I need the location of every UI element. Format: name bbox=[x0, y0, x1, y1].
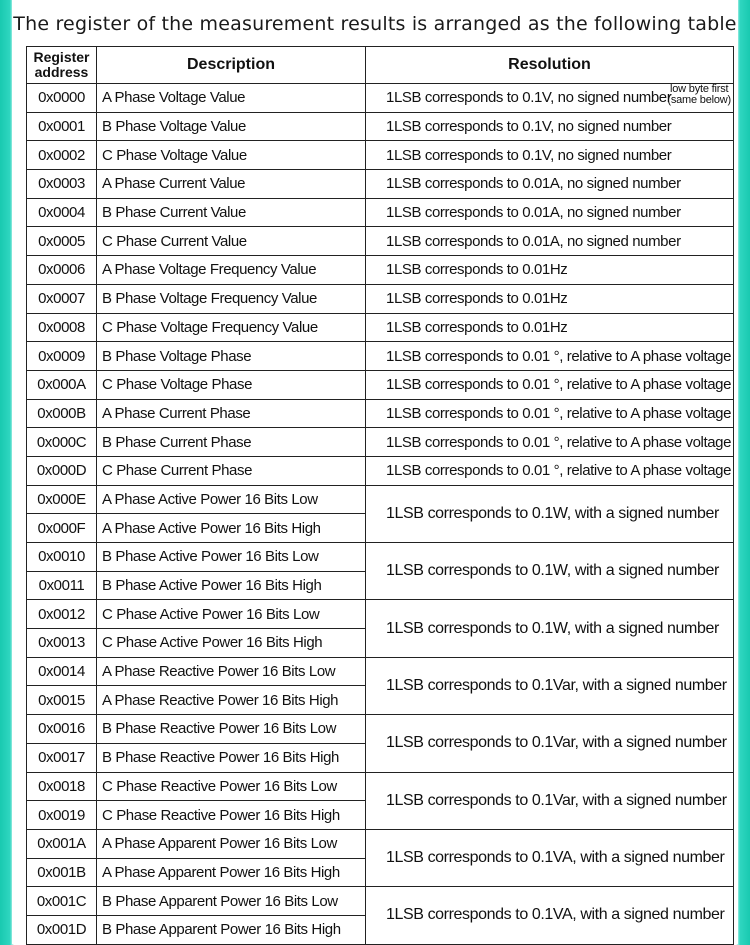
resolution-text: 1LSB corresponds to 0.01 °, relative to A phase voltage bbox=[386, 462, 732, 480]
description-cell: C Phase Reactive Power 16 Bits High bbox=[97, 801, 366, 830]
table-row bbox=[27, 256, 734, 285]
description-cell: C Phase Voltage Value bbox=[97, 141, 366, 170]
resolution-cell bbox=[366, 399, 734, 428]
table-row bbox=[27, 342, 734, 371]
register-address-cell: 0x000A bbox=[27, 370, 97, 399]
description-cell: A Phase Reactive Power 16 Bits High bbox=[97, 686, 366, 715]
description-cell: C Phase Active Power 16 Bits High bbox=[97, 629, 366, 658]
description-cell: B Phase Active Power 16 Bits Low bbox=[97, 543, 366, 572]
table-row bbox=[27, 399, 734, 428]
resolution-text: 1LSB corresponds to 0.01 °, relative to A phase voltage bbox=[386, 433, 732, 451]
resolution-text: 1LSB corresponds to 0.01 °, relative to A phase voltage bbox=[386, 347, 732, 365]
resolution-text: 1LSB corresponds to 0.01A, no signed number bbox=[386, 204, 681, 222]
table-row bbox=[27, 543, 734, 572]
description-cell: C Phase Current Value bbox=[97, 227, 366, 256]
register-address-cell: 0x0015 bbox=[27, 686, 97, 715]
document-page bbox=[12, 0, 738, 944]
table-row bbox=[27, 313, 734, 342]
resolution-cell bbox=[366, 141, 734, 170]
description-cell: A Phase Apparent Power 16 Bits High bbox=[97, 858, 366, 887]
description-cell: B Phase Apparent Power 16 Bits Low bbox=[97, 887, 366, 916]
description-cell: B Phase Reactive Power 16 Bits Low bbox=[97, 715, 366, 744]
table-row bbox=[27, 84, 734, 113]
table-row bbox=[27, 657, 734, 686]
table-row bbox=[27, 227, 734, 256]
table-row bbox=[27, 370, 734, 399]
table-row bbox=[27, 284, 734, 313]
description-cell: B Phase Current Value bbox=[97, 198, 366, 227]
header-address-line2: address bbox=[34, 64, 89, 80]
table-row bbox=[27, 485, 734, 514]
description-cell: A Phase Reactive Power 16 Bits Low bbox=[97, 657, 366, 686]
resolution-cell-merged: 1LSB corresponds to 0.1W, with a signed number bbox=[366, 543, 734, 600]
resolution-cell bbox=[366, 256, 734, 285]
resolution-cell-merged: 1LSB corresponds to 0.1VA, with a signed number bbox=[366, 829, 734, 886]
resolution-cell-merged: 1LSB corresponds to 0.1Var, with a signed number bbox=[366, 657, 734, 714]
register-address-cell: 0x0012 bbox=[27, 600, 97, 629]
table-row bbox=[27, 428, 734, 457]
resolution-text: 1LSB corresponds to 0.01 °, relative to A phase voltage bbox=[386, 404, 732, 422]
resolution-text: 1LSB corresponds to 0.01A, no signed number bbox=[386, 232, 681, 250]
register-address-cell: 0x0008 bbox=[27, 313, 97, 342]
resolution-cell-merged: 1LSB corresponds to 0.1VA, with a signed number bbox=[366, 887, 734, 944]
header-description: Description bbox=[97, 47, 366, 84]
description-cell: A Phase Active Power 16 Bits High bbox=[97, 514, 366, 543]
table-row bbox=[27, 141, 734, 170]
resolution-text: 1LSB corresponds to 0.1V, no signed number bbox=[386, 118, 672, 136]
register-address-cell: 0x0014 bbox=[27, 657, 97, 686]
table-row bbox=[27, 887, 734, 916]
register-address-cell: 0x0010 bbox=[27, 543, 97, 572]
register-address-cell: 0x0007 bbox=[27, 284, 97, 313]
resolution-cell bbox=[366, 112, 734, 141]
byte-order-note bbox=[667, 84, 731, 106]
resolution-cell bbox=[366, 170, 734, 199]
resolution-cell bbox=[366, 198, 734, 227]
resolution-cell bbox=[366, 456, 734, 485]
description-cell: A Phase Current Phase bbox=[97, 399, 366, 428]
register-address-cell: 0x0005 bbox=[27, 227, 97, 256]
header-resolution: Resolution bbox=[366, 47, 734, 84]
resolution-cell bbox=[366, 342, 734, 371]
resolution-cell bbox=[366, 428, 734, 457]
description-cell: B Phase Apparent Power 16 Bits High bbox=[97, 915, 366, 944]
byte-order-note-line2: (same below) bbox=[667, 94, 731, 106]
resolution-cell-merged: 1LSB corresponds to 0.1W, with a signed number bbox=[366, 485, 734, 542]
table-row bbox=[27, 772, 734, 801]
register-address-cell: 0x000C bbox=[27, 428, 97, 457]
register-address-cell: 0x001A bbox=[27, 829, 97, 858]
register-address-cell: 0x0006 bbox=[27, 256, 97, 285]
resolution-text: 1LSB corresponds to 0.01Hz bbox=[386, 261, 568, 279]
register-address-cell: 0x0000 bbox=[27, 84, 97, 113]
register-address-cell: 0x0013 bbox=[27, 629, 97, 658]
table-row bbox=[27, 170, 734, 199]
register-address-cell: 0x0009 bbox=[27, 342, 97, 371]
register-address-cell: 0x000F bbox=[27, 514, 97, 543]
description-cell: B Phase Reactive Power 16 Bits High bbox=[97, 743, 366, 772]
resolution-cell bbox=[366, 227, 734, 256]
register-address-cell: 0x0011 bbox=[27, 571, 97, 600]
resolution-text: 1LSB corresponds to 0.1V, no signed number bbox=[386, 146, 672, 164]
register-address-cell: 0x000D bbox=[27, 456, 97, 485]
table-row bbox=[27, 112, 734, 141]
register-address-cell: 0x0018 bbox=[27, 772, 97, 801]
register-address-cell: 0x001D bbox=[27, 915, 97, 944]
resolution-text: 1LSB corresponds to 0.01Hz bbox=[386, 290, 568, 308]
description-cell: A Phase Active Power 16 Bits Low bbox=[97, 485, 366, 514]
table-row bbox=[27, 715, 734, 744]
description-cell: A Phase Voltage Frequency Value bbox=[97, 256, 366, 285]
description-cell: A Phase Voltage Value bbox=[97, 84, 366, 113]
table-row bbox=[27, 600, 734, 629]
description-cell: A Phase Current Value bbox=[97, 170, 366, 199]
register-address-cell: 0x0003 bbox=[27, 170, 97, 199]
resolution-cell-merged: 1LSB corresponds to 0.1W, with a signed number bbox=[366, 600, 734, 657]
table-header-row bbox=[27, 47, 734, 84]
resolution-cell bbox=[366, 313, 734, 342]
resolution-cell bbox=[366, 84, 734, 113]
register-address-cell: 0x0017 bbox=[27, 743, 97, 772]
description-cell: B Phase Voltage Phase bbox=[97, 342, 366, 371]
description-cell: B Phase Voltage Value bbox=[97, 112, 366, 141]
header-address-line1: Register bbox=[33, 49, 90, 65]
resolution-text: 1LSB corresponds to 0.1V, no signed number bbox=[386, 89, 672, 107]
register-address-cell: 0x001C bbox=[27, 887, 97, 916]
resolution-text: 1LSB corresponds to 0.01 °, relative to A phase voltage bbox=[386, 376, 732, 394]
register-address-cell: 0x0002 bbox=[27, 141, 97, 170]
resolution-cell-merged: 1LSB corresponds to 0.1Var, with a signed number bbox=[366, 772, 734, 829]
byte-order-note-line1: low byte first bbox=[670, 83, 729, 95]
resolution-cell bbox=[366, 370, 734, 399]
register-address-cell: 0x000E bbox=[27, 485, 97, 514]
description-cell: C Phase Voltage Phase bbox=[97, 370, 366, 399]
description-cell: C Phase Active Power 16 Bits Low bbox=[97, 600, 366, 629]
page-title: The register of the measurement results is arranged as the following table bbox=[13, 13, 737, 35]
description-cell: C Phase Reactive Power 16 Bits Low bbox=[97, 772, 366, 801]
resolution-cell bbox=[366, 284, 734, 313]
register-address-cell: 0x000B bbox=[27, 399, 97, 428]
description-cell: A Phase Apparent Power 16 Bits Low bbox=[97, 829, 366, 858]
table-row bbox=[27, 198, 734, 227]
resolution-text: 1LSB corresponds to 0.01Hz bbox=[386, 318, 568, 336]
resolution-cell-merged: 1LSB corresponds to 0.1Var, with a signed number bbox=[366, 715, 734, 772]
register-address-cell: 0x0004 bbox=[27, 198, 97, 227]
table-row bbox=[27, 829, 734, 858]
register-address-cell: 0x0019 bbox=[27, 801, 97, 830]
register-address-cell: 0x0016 bbox=[27, 715, 97, 744]
description-cell: B Phase Active Power 16 Bits High bbox=[97, 571, 366, 600]
description-cell: C Phase Voltage Frequency Value bbox=[97, 313, 366, 342]
description-cell: C Phase Current Phase bbox=[97, 456, 366, 485]
header-register-address bbox=[27, 47, 97, 84]
table-body bbox=[27, 84, 734, 945]
description-cell: B Phase Voltage Frequency Value bbox=[97, 284, 366, 313]
resolution-text: 1LSB corresponds to 0.01A, no signed number bbox=[386, 175, 681, 193]
register-address-cell: 0x001B bbox=[27, 858, 97, 887]
register-address-cell: 0x0001 bbox=[27, 112, 97, 141]
table-row bbox=[27, 456, 734, 485]
description-cell: B Phase Current Phase bbox=[97, 428, 366, 457]
register-table bbox=[26, 46, 734, 945]
